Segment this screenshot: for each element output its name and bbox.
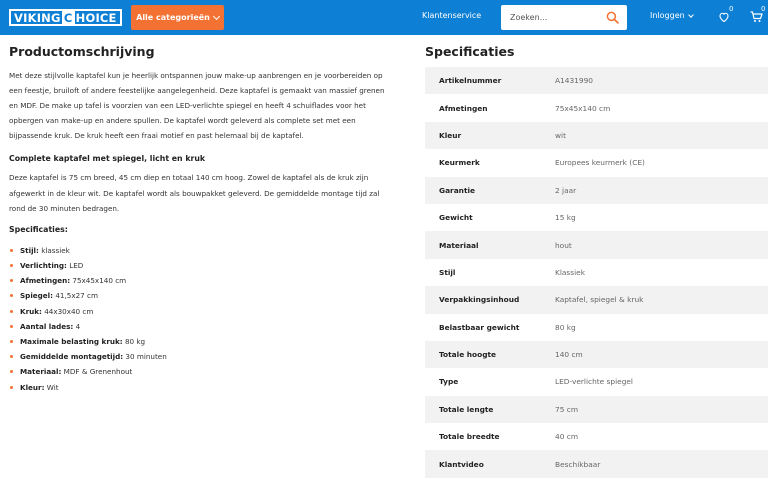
spec-key: Klantvideo: [439, 459, 484, 469]
cart-count-badge: 0: [761, 5, 766, 13]
table-row: [425, 423, 768, 450]
spec-key: Artikelnummer: [439, 76, 502, 86]
table-row: [425, 368, 768, 395]
spec-key: Keurmerk: [439, 158, 480, 168]
spec-value: 75 cm: [555, 404, 579, 414]
description-body: Deze kaptafel is 75 cm breed, 45 cm diep en totaal 140 cm hoog. Zowel de kaptafel als de kruk zijn afgewerkt in de kleur wit. De kaptafel wordt als bouwpakket geleverd. De gemiddelde montage tijd zal rond de 30 minuten bedragen.: [9, 173, 380, 213]
spec-value: 140 cm: [555, 350, 583, 360]
specifications-table: [425, 67, 768, 478]
spec-value: Europees keurmerk (CE): [555, 158, 645, 168]
spec-key: Kleur: [439, 130, 462, 140]
list-item: Spiegel: 41,5x27 cm: [20, 288, 394, 303]
table-row: [425, 314, 768, 341]
table-row: [425, 341, 768, 368]
spec-key: Totale lengte: [439, 404, 494, 414]
table-row: [425, 259, 768, 286]
table-row: [425, 396, 768, 423]
search-input[interactable]: [501, 5, 601, 30]
list-item: Kleur: Wit: [20, 380, 394, 395]
description-specs-title: Specificaties:: [9, 224, 68, 234]
spec-key: Materiaal: [439, 240, 479, 250]
specifications-panel: [425, 44, 768, 478]
list-item: Gemiddelde montagetijd: 30 minuten: [20, 349, 394, 364]
spec-value: LED-verlichte spiegel: [555, 377, 633, 387]
spec-value: hout: [555, 240, 572, 250]
table-row: [425, 231, 768, 258]
list-item: Afmetingen: 75x45x140 cm: [20, 273, 394, 288]
spec-value: wit: [555, 130, 566, 140]
spec-value: 75x45x140 cm: [555, 103, 611, 113]
logo-text-right: HOICE: [75, 10, 117, 25]
spec-value: Beschikbaar: [555, 459, 601, 469]
categories-button-label: Alle categorieën: [136, 13, 210, 22]
login-menu[interactable]: [650, 11, 693, 20]
product-description: [9, 44, 394, 395]
table-row: [425, 286, 768, 313]
description-spec-list: [9, 243, 394, 395]
chevron-down-icon: [688, 12, 694, 18]
wishlist-button[interactable]: [718, 5, 734, 25]
spec-key: Verpakkingsinhoud: [439, 295, 520, 305]
spec-value: 80 kg: [555, 322, 576, 332]
spec-value: Klassiek: [555, 267, 586, 277]
spec-key: Garantie: [439, 185, 476, 195]
wishlist-count-badge: 0: [729, 5, 734, 13]
spec-key: Type: [439, 377, 459, 387]
spec-value: 40 cm: [555, 432, 579, 442]
table-row: [425, 94, 768, 121]
spec-key: Gewicht: [439, 213, 473, 223]
description-intro: Met deze stijlvolle kaptafel kun je heerlijk ontspannen jouw make-up aanbrengen en je voorbereiden op een feestje, bruiloft of andere feestelijke aangelegenheid. Deze kaptafel is gemaakt van massief grenen en MDF. De make up tafel is voorzien van een LED-verlichte spiegel en heeft 4 schuiflades voor het opbergen van make-up en andere spullen. De kaptafel wordt geleverd als complete set met een bijpassende kruk. De kruk heeft een fraai motief en past helemaal bij de kaptafel.: [9, 71, 385, 141]
spec-value: 2 jaar: [555, 185, 577, 195]
spec-value: A1431990: [555, 76, 593, 86]
spec-key: Stijl: [439, 267, 456, 277]
site-header: [0, 0, 768, 35]
logo-letter: C: [62, 9, 75, 26]
table-row: [425, 122, 768, 149]
list-item: Kruk: 44x30x40 cm: [20, 304, 394, 319]
table-row: [425, 450, 768, 477]
login-label: Inloggen: [650, 11, 685, 20]
list-item: Stijl: klassiek: [20, 243, 394, 258]
logo-text-left: VIKING: [14, 10, 61, 25]
spec-key: Afmetingen: [439, 103, 488, 113]
spec-value: Kaptafel, spiegel & kruk: [555, 295, 644, 305]
table-row: [425, 204, 768, 231]
list-item: Verlichting: LED: [20, 258, 394, 273]
description-subtitle: Complete kaptafel met spiegel, licht en kruk: [9, 154, 206, 164]
spec-key: Totale hoogte: [439, 350, 497, 360]
list-item: Materiaal: MDF & Grenenhout: [20, 364, 394, 379]
spec-key: Belastbaar gewicht: [439, 322, 520, 332]
spec-value: 15 kg: [555, 213, 576, 223]
customer-service-link[interactable]: Klantenservice: [422, 11, 482, 20]
spec-key: Totale breedte: [439, 432, 500, 442]
cart-button[interactable]: [750, 5, 766, 25]
list-item: Maximale belasting kruk: 80 kg: [20, 334, 394, 349]
search-icon[interactable]: [606, 11, 619, 24]
table-row: [425, 67, 768, 94]
logo-frame: [9, 9, 122, 26]
list-item: Aantal lades: 4: [20, 319, 394, 334]
description-title: Productomschrijving: [9, 44, 155, 59]
table-row: [425, 177, 768, 204]
chevron-down-icon: [213, 12, 220, 19]
search-box: [501, 5, 627, 30]
table-row: [425, 149, 768, 176]
categories-button[interactable]: [131, 5, 224, 30]
specifications-title: Specificaties: [425, 44, 515, 59]
site-logo[interactable]: [9, 9, 122, 26]
